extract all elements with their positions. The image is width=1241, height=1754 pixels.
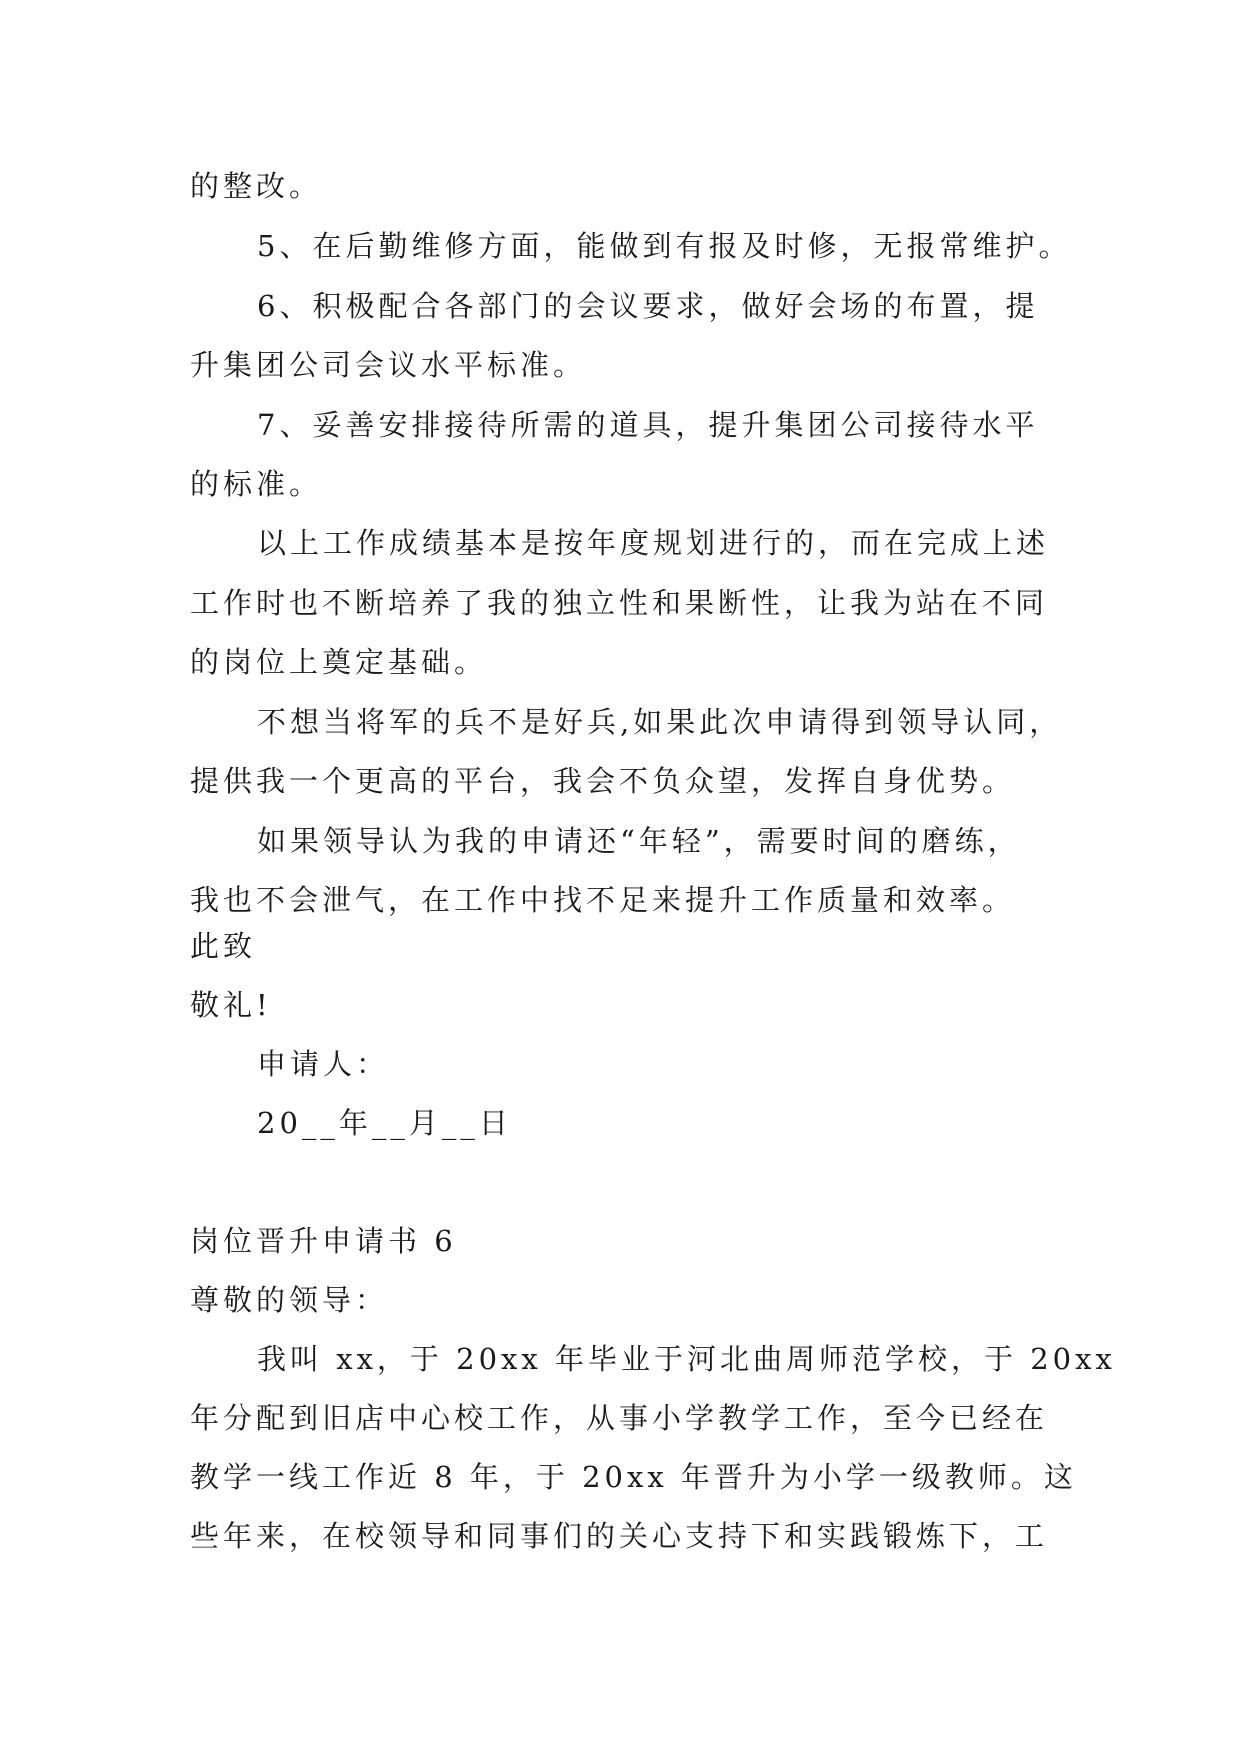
text-line: 以上工作成绩基本是按年度规划进行的，而在完成上述: [257, 526, 1050, 560]
text-line: 些年来，在校领导和同事们的关心支持下和实践锻炼下，工: [190, 1519, 1049, 1553]
text-line: 敬礼!: [190, 988, 272, 1022]
text-line: 申请人：: [257, 1047, 390, 1081]
text-line: 提供我一个更高的平台，我会不负众望，发挥自身优势。: [190, 764, 1016, 798]
text-line: 教学一线工作近 8 年，于 20xx 年晋升为小学一级教师。这: [190, 1460, 1077, 1494]
text-line: 20__年__月__日: [257, 1106, 512, 1140]
text-line: 不想当将军的兵不是好兵,如果此次申请得到领导认同，: [257, 705, 1063, 739]
text-line: 5、在后勤维修方面，能做到有报及时修，无报常维护。: [257, 229, 1072, 263]
text-line: 的标准。: [190, 467, 323, 501]
text-line: 升集团公司会议水平标准。: [190, 348, 587, 382]
text-line: 工作时也不断培养了我的独立性和果断性，让我为站在不同: [190, 586, 1049, 620]
text-line: 年分配到旧店中心校工作，从事小学教学工作，至今已经在: [190, 1401, 1049, 1435]
section-title: 岗位晋升申请书 6: [190, 1224, 457, 1258]
salutation: 尊敬的领导：: [190, 1283, 389, 1317]
text-line: 7、妥善安排接待所需的道具，提升集团公司接待水平: [257, 408, 1039, 442]
text-line: 6、积极配合各部门的会议要求，做好会场的布置，提: [257, 289, 1039, 323]
text-line: 的整改。: [190, 169, 323, 203]
text-line: 如果领导认为我的申请还“年轻”，需要时间的磨练，: [257, 824, 1021, 858]
text-line: 此致: [190, 929, 257, 963]
text-line: 的岗位上奠定基础。: [190, 645, 488, 679]
text-line: 我也不会泄气，在工作中找不足来提升工作质量和效率。: [190, 883, 1016, 917]
text-line: 我叫 xx，于 20xx 年毕业于河北曲周师范学校，于 20xx: [257, 1342, 1116, 1376]
